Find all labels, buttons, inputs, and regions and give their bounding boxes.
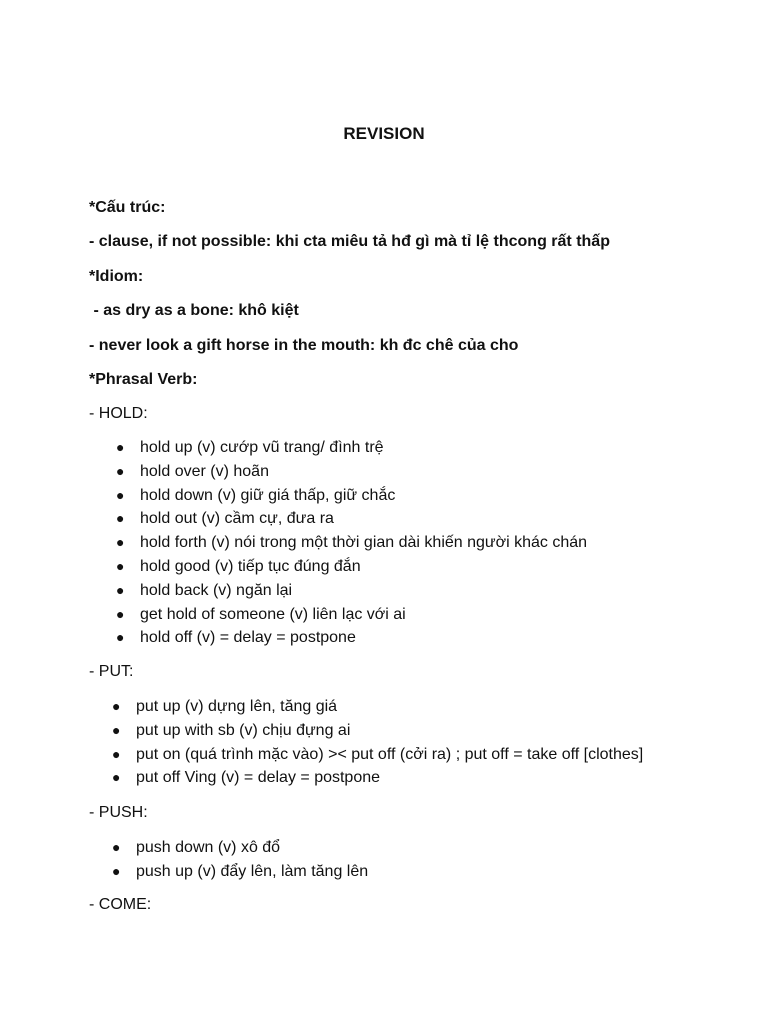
bullet-icon: ●	[116, 534, 125, 551]
list-item-text: get hold of someone (v) liên lạc với ai	[140, 605, 406, 623]
list-item	[116, 531, 588, 555]
list-item-text: push up (v) đẩy lên, làm tăng lên	[136, 862, 369, 880]
bullet-icon: ●	[116, 557, 125, 574]
put-list	[112, 695, 644, 790]
list-item-text: put up (v) dựng lên, tăng giá	[136, 698, 338, 715]
list-item	[116, 436, 587, 460]
structure-heading: *Cấu trúc:	[89, 199, 166, 216]
idiom-item: - as dry as a bone: khô kiệt	[89, 302, 299, 319]
hold-heading: - HOLD:	[89, 405, 148, 422]
bullet-icon: ●	[112, 862, 121, 879]
list-item	[112, 766, 643, 790]
list-item-text: push down (v) xô đổ	[136, 839, 281, 856]
list-item	[116, 626, 587, 650]
list-item-text: put on (quá trình mặc vào) >< put off (cởi ra) ; put off = take off [clothes]	[136, 745, 644, 763]
list-item	[116, 460, 587, 484]
put-heading: - PUT:	[89, 663, 134, 680]
idiom-heading: *Idiom:	[89, 268, 144, 285]
bullet-icon: ●	[116, 605, 125, 622]
idiom-item: - never look a gift horse in the mouth: kh đc chê của cho	[89, 337, 519, 354]
bullet-icon: ●	[116, 439, 125, 455]
list-item-text: hold off (v) = delay = postpone	[140, 629, 356, 647]
hold-list	[116, 436, 588, 650]
push-list	[112, 836, 369, 884]
bullet-icon: ●	[116, 629, 125, 646]
list-item-text: hold over (v) hoãn	[140, 462, 269, 480]
list-item	[112, 836, 368, 860]
bullet-icon: ●	[112, 745, 121, 762]
list-item-text: hold out (v) cầm cự, đưa ra	[140, 510, 334, 528]
list-item-text: put up with sb (v) chịu đựng ai	[136, 721, 351, 739]
bullet-icon: ●	[116, 486, 125, 503]
list-item	[116, 603, 587, 627]
bullet-icon: ●	[116, 462, 125, 479]
list-item-text: hold down (v) giữ giá thấp, giữ chắc	[140, 486, 396, 504]
push-heading: - PUSH:	[89, 804, 148, 821]
list-item-text: hold up (v) cướp vũ trang/ đình trệ	[140, 439, 384, 456]
bullet-icon: ●	[112, 839, 121, 855]
list-item	[112, 860, 369, 884]
bullet-icon: ●	[116, 510, 125, 527]
structure-line: - clause, if not possible: khi cta miêu tả hđ gì mà tỉ lệ thcong rất thấp	[89, 233, 610, 250]
list-item-text: hold forth (v) nói trong một thời gian dài khiến người khác chán	[140, 534, 588, 552]
list-item	[112, 719, 643, 743]
list-item	[112, 743, 644, 767]
bullet-icon: ●	[112, 698, 121, 714]
page-title: REVISION	[343, 124, 425, 143]
list-item-text: hold back (v) ngăn lại	[140, 581, 293, 599]
bullet-icon: ●	[112, 769, 121, 786]
list-item-text: put off Ving (v) = delay = postpone	[136, 769, 381, 787]
bullet-icon: ●	[112, 721, 121, 738]
phrasal-heading: *Phrasal Verb:	[89, 371, 198, 388]
list-item	[116, 579, 587, 603]
come-heading: - COME:	[89, 896, 152, 913]
list-item	[116, 555, 587, 579]
bullet-icon: ●	[116, 581, 125, 598]
list-item-text: hold good (v) tiếp tục đúng đắn	[140, 557, 361, 575]
list-item	[116, 507, 587, 531]
list-item	[112, 695, 643, 719]
list-item	[116, 484, 587, 508]
